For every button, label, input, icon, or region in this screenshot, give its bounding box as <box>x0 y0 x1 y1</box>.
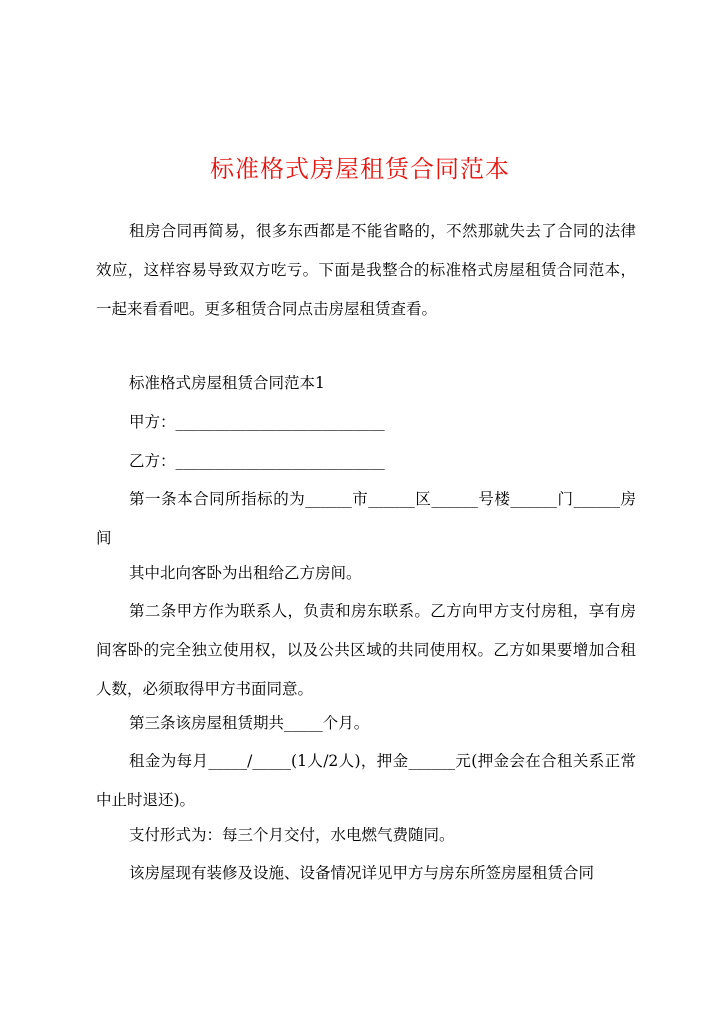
intro-paragraph: 租房合同再简易，很多东西都是不能省略的，不然那就失去了合同的法律效应，这样容易导致双方吃亏。下面是我整合的标准格式房屋租赁合同范本，一起来看看吧。更多租赁合同点击房屋租赁查看。 <box>96 222 636 318</box>
article-2: 第二条甲方作为联系人，负责和房东联系。乙方向甲方支付房租，享有房间客卧的完全独立使用权，以及公共区域的共同使用权。乙方如果要增加合租人数，必须取得甲方书面同意。 <box>96 602 636 698</box>
article-3: 第三条该房屋租赁期共_____个月。 <box>129 714 370 732</box>
section-heading: 标准格式房屋租赁合同范本1 <box>129 374 325 392</box>
document-title: 标准格式房屋租赁合同范本 <box>210 155 510 183</box>
payment-terms: 支付形式为：每三个月交付，水电燃气费随同。 <box>129 826 455 844</box>
article-1: 第一条本合同所指标的为______市______区______号楼______门______房间 <box>96 490 636 547</box>
party-a-line: 甲方：___________________________ <box>129 413 385 431</box>
party-b-line: 乙方：___________________________ <box>129 452 385 470</box>
facilities-terms: 该房屋现有装修及设施、设备情况详见甲方与房东所签房屋租赁合同 <box>129 864 595 882</box>
rent-terms: 租金为每月_____/_____(1人/2人)，押金______元(押金会在合租关系正常中止时退还)。 <box>96 752 636 809</box>
article-1-detail: 其中北向客卧为出租给乙方房间。 <box>129 564 362 582</box>
